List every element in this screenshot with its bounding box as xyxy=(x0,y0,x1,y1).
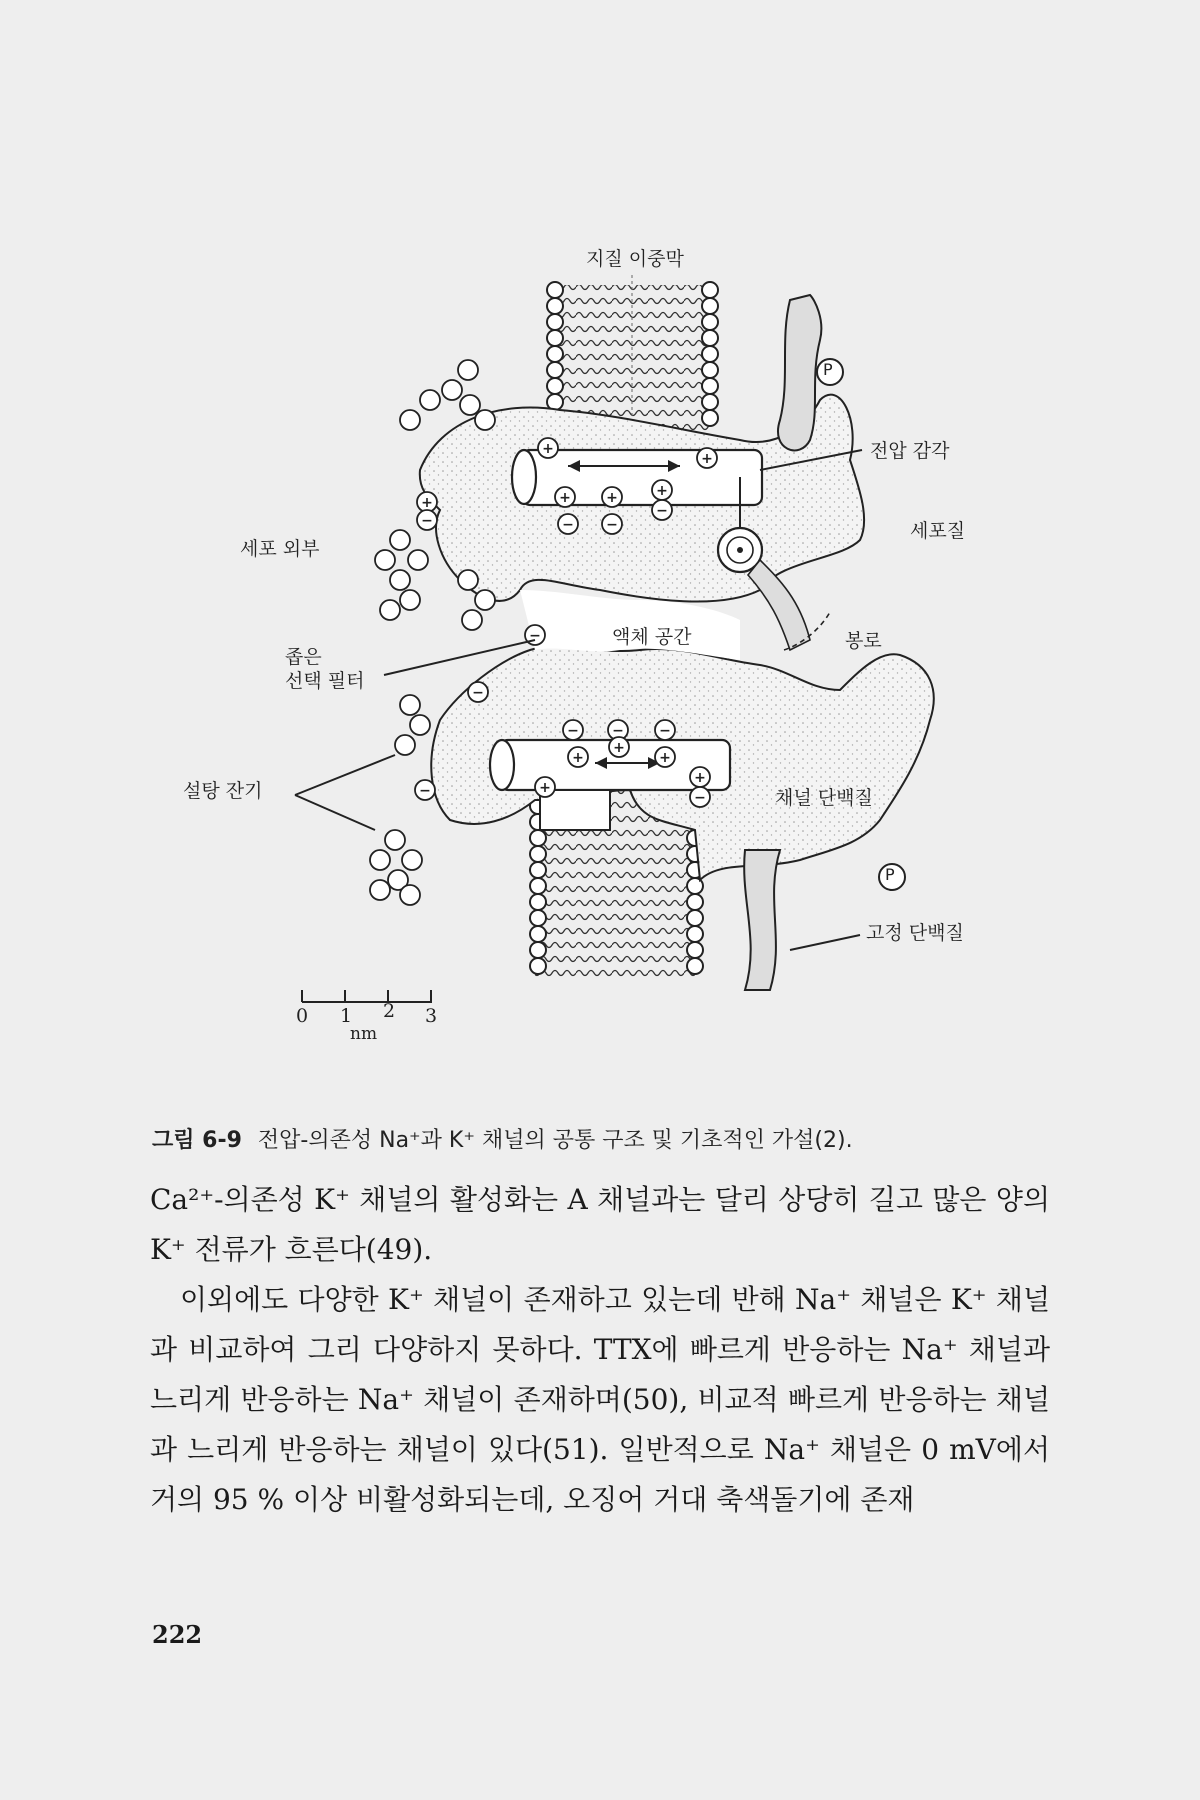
body-text xyxy=(150,1175,1050,1525)
anchor-protein xyxy=(744,295,821,990)
svg-text:+: + xyxy=(613,740,625,756)
svg-text:+: + xyxy=(542,441,554,457)
svg-text:+: + xyxy=(701,451,713,467)
phospho-label-top: P xyxy=(823,360,833,379)
svg-text:−: − xyxy=(562,517,574,533)
label-filter-line2: 선택 필터 xyxy=(285,669,365,692)
figure-caption xyxy=(152,1123,853,1154)
svg-text:−: − xyxy=(421,513,433,529)
svg-text:+: + xyxy=(659,750,671,766)
label-channel-protein: 채널 단백질 xyxy=(775,787,873,809)
paragraph-1: Ca²⁺-의존성 K⁺ 채널의 활성화는 A 채널과는 달리 상당히 길고 많은 양의 K⁺ 전류가 흐른다(49). xyxy=(150,1183,1050,1266)
svg-text:+: + xyxy=(606,490,618,506)
label-voltage-sensor: 전압 감각 xyxy=(870,440,950,462)
svg-text:−: − xyxy=(529,628,541,644)
label-sugar: 설탕 잔기 xyxy=(183,780,263,802)
svg-text:+: + xyxy=(656,483,668,499)
scale-tick-0: 0 xyxy=(296,1005,309,1027)
svg-text:+: + xyxy=(694,770,706,786)
figure-number: 그림 6-9 xyxy=(152,1128,242,1153)
label-bilayer: 지질 이중막 xyxy=(586,248,684,270)
figure-caption-text: 전압-의존성 Na⁺과 K⁺ 채널의 공통 구조 및 기초적인 가설(2). xyxy=(257,1128,853,1153)
label-filter-line1: 좁은 xyxy=(285,646,322,668)
paragraph-2: 이외에도 다양한 K⁺ 채널이 존재하고 있는데 반해 Na⁺ 채널은 K⁺ 채널과 비교하여 그리 다양하지 못하다. TTX에 빠르게 반응하는 Na⁺ 채널과 느리게 반응하는 Na⁺ 채널이 존재하며(50), 비교적 빠르게 반응하는 채널과 느리게 반응하는 채널이 있다(51). 일반적으로 Na⁺ 채널은 0 mV에서 거의 95 % 이상 비활성화되는데, 오징어 거대 축색돌기에 존재 xyxy=(150,1283,1050,1516)
scale-unit: nm xyxy=(350,1024,378,1044)
label-fluid-space: 액체 공간 xyxy=(612,626,692,648)
svg-text:−: − xyxy=(606,517,618,533)
svg-text:−: − xyxy=(694,790,706,806)
scale-tick-3: 3 xyxy=(425,1005,438,1027)
label-outside: 세포 외부 xyxy=(240,538,320,560)
svg-text:+: + xyxy=(421,495,433,511)
svg-text:+: + xyxy=(539,780,551,796)
svg-text:+: + xyxy=(572,750,584,766)
scale-bar xyxy=(302,990,432,1002)
svg-text:+: + xyxy=(559,490,571,506)
label-gate: 봉로 xyxy=(845,630,882,652)
svg-text:−: − xyxy=(567,723,579,739)
label-cytoplasm: 세포질 xyxy=(910,520,966,542)
label-anchor-protein: 고정 단백질 xyxy=(866,922,964,944)
svg-text:−: − xyxy=(656,503,668,519)
svg-text:−: − xyxy=(659,723,671,739)
scale-tick-2: 2 xyxy=(383,1000,396,1022)
svg-text:−: − xyxy=(472,685,484,701)
svg-text:−: − xyxy=(612,723,624,739)
phospho-label-bottom: P xyxy=(885,865,895,884)
label-filter xyxy=(285,646,364,694)
svg-text:−: − xyxy=(419,783,431,799)
page-number: 222 xyxy=(152,1620,203,1649)
scale-tick-1: 1 xyxy=(340,1005,353,1027)
